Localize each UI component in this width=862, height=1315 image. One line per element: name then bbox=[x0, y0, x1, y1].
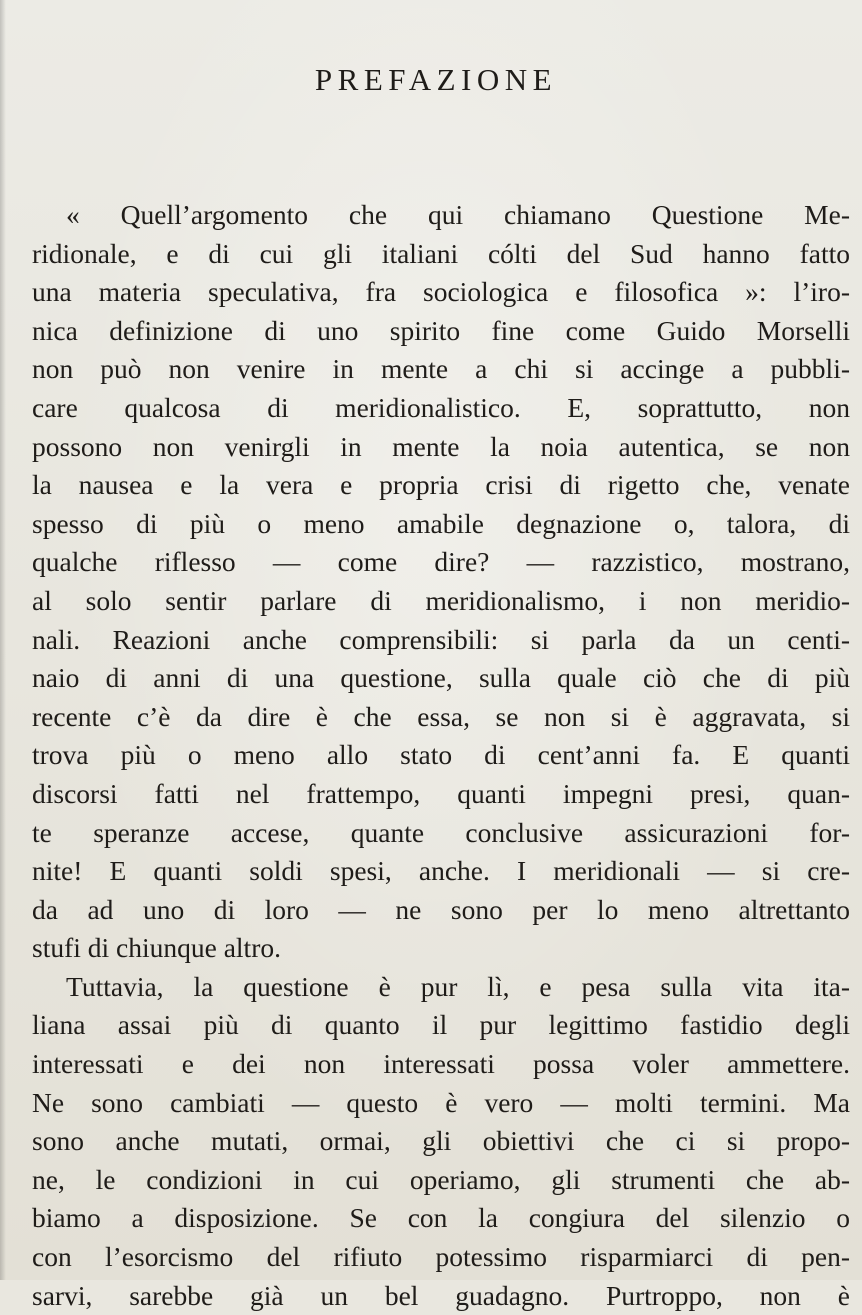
text-line: sono anche mutati, ormai, gli obiettivi che ci si propo- bbox=[32, 1125, 850, 1157]
text-line: la nausea e la vera e propria crisi di rigetto che, venate bbox=[32, 469, 850, 501]
text-line: ne, le condizioni in cui operiamo, gli strumenti che ab- bbox=[32, 1163, 850, 1195]
text-line: te speranze accese, quante conclusive assicurazioni for- bbox=[32, 816, 850, 848]
text-line: biamo a disposizione. Se con la congiura del silenzio o bbox=[32, 1202, 850, 1234]
text-line: nite! E quanti soldi spesi, anche. I meridionali — si cre- bbox=[32, 855, 850, 887]
text-line: liana assai più di quanto il pur legittimo fastidio degli bbox=[32, 1009, 850, 1041]
text-line: discorsi fatti nel frattempo, quanti impegni presi, quan- bbox=[32, 777, 850, 809]
text-line: da ad uno di loro — ne sono per lo meno altrettanto bbox=[32, 893, 850, 925]
text-line: Tuttavia, la questione è pur lì, e pesa sulla vita ita- bbox=[66, 970, 850, 1002]
body-text bbox=[32, 196, 850, 1315]
text-line: non può non venire in mente a chi si accinge a pubbli- bbox=[32, 353, 850, 385]
text-line: nica definizione di uno spirito fine come Guido Morselli bbox=[32, 314, 850, 346]
text-line: stufi di chiunque altro. bbox=[32, 932, 281, 964]
chapter-title: PREFAZIONE bbox=[314, 62, 558, 97]
text-line: al solo sentir parlare di meridionalismo, i non meridio- bbox=[32, 584, 850, 616]
text-line: qualche riflesso — come dire? — razzistico, mostrano, bbox=[32, 546, 850, 578]
text-line: con l’esorcismo del rifiuto potessimo risparmiarci di pen- bbox=[32, 1241, 850, 1273]
text-line: « Quell’argomento che qui chiamano Questione Me- bbox=[66, 199, 850, 230]
text-line: recente c’è da dire è che essa, se non si è aggravata, si bbox=[32, 700, 850, 732]
text-line: Ne sono cambiati — questo è vero — molti termini. Ma bbox=[32, 1086, 850, 1118]
text-line: care qualcosa di meridionalistico. E, soprattutto, non bbox=[32, 391, 850, 423]
text-line: ridionale, e di cui gli italiani cólti del Sud hanno fatto bbox=[32, 237, 850, 269]
text-line: naio di anni di una questione, sulla quale ciò che di più bbox=[32, 662, 850, 694]
text-line: trova più o meno allo stato di cent’anni fa. E quanti bbox=[32, 739, 850, 771]
text-line: nali. Reazioni anche comprensibili: si parla da un centi- bbox=[32, 623, 850, 655]
page-gutter-shadow bbox=[0, 0, 6, 1280]
text-line: possono non venirgli in mente la noia autentica, se non bbox=[32, 430, 850, 462]
text-line: interessati e dei non interessati possa voler ammettere. bbox=[32, 1048, 850, 1080]
text-line: sarvi, sarebbe già un bel guadagno. Purtroppo, non è bbox=[32, 1279, 850, 1311]
text-line: spesso di più o meno amabile degnazione o, talora, di bbox=[32, 507, 850, 539]
text-line: una materia speculativa, fra sociologica e filosofica »: l’iro- bbox=[32, 276, 850, 308]
